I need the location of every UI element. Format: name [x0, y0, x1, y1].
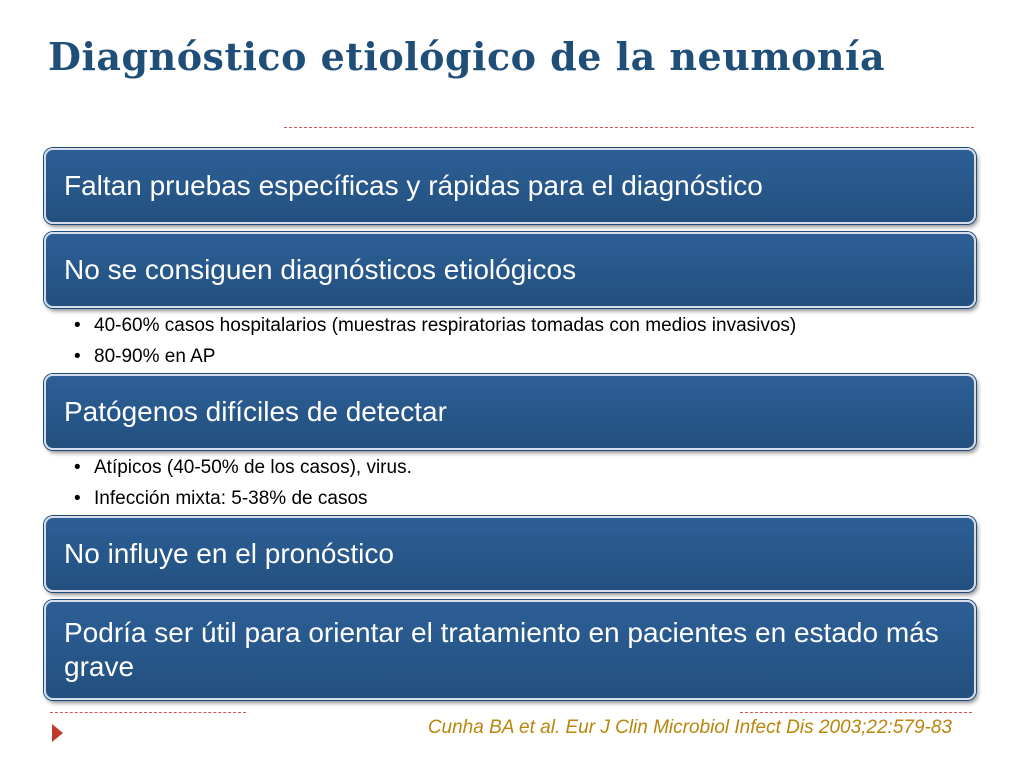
bullet-list-patogenos	[74, 452, 412, 514]
bullet-item: • Infección mixta: 5-38% de casos	[74, 483, 412, 514]
box-tratamiento	[44, 600, 976, 700]
box-tratamiento-text: Podría ser útil para orientar el tratamiento en pacientes en estado más grave	[64, 617, 939, 682]
box-patogenos-text: Patógenos difíciles de detectar	[64, 396, 447, 427]
box-diagnosticos	[44, 232, 976, 308]
footer-divider-right	[740, 712, 972, 713]
bullet-item: • 80-90% en AP	[74, 341, 796, 372]
box-pruebas	[44, 148, 976, 224]
bullet-item: • 40-60% casos hospitalarios (muestras respiratorias tomadas con medios invasivos)	[74, 310, 796, 341]
box-pruebas-text: Faltan pruebas específicas y rápidas para el diagnóstico	[64, 170, 763, 201]
title-divider	[284, 127, 974, 128]
play-arrow-icon	[52, 724, 63, 742]
box-diagnosticos-text: No se consiguen diagnósticos etiológicos	[64, 254, 577, 285]
box-patogenos	[44, 374, 976, 450]
slide-title: Diagnóstico etiológico de la neumonía	[48, 34, 886, 79]
box-pronostico-text: No influye en el pronóstico	[64, 538, 394, 569]
box-pronostico	[44, 516, 976, 592]
citation: Cunha BA et al. Eur J Clin Microbiol Infect Dis 2003;22:579-83	[427, 717, 952, 738]
bullet-item: • Atípicos (40-50% de los casos), virus.	[74, 452, 412, 483]
footer-divider-left	[50, 712, 246, 713]
bullet-list-diagnosticos	[74, 310, 796, 372]
